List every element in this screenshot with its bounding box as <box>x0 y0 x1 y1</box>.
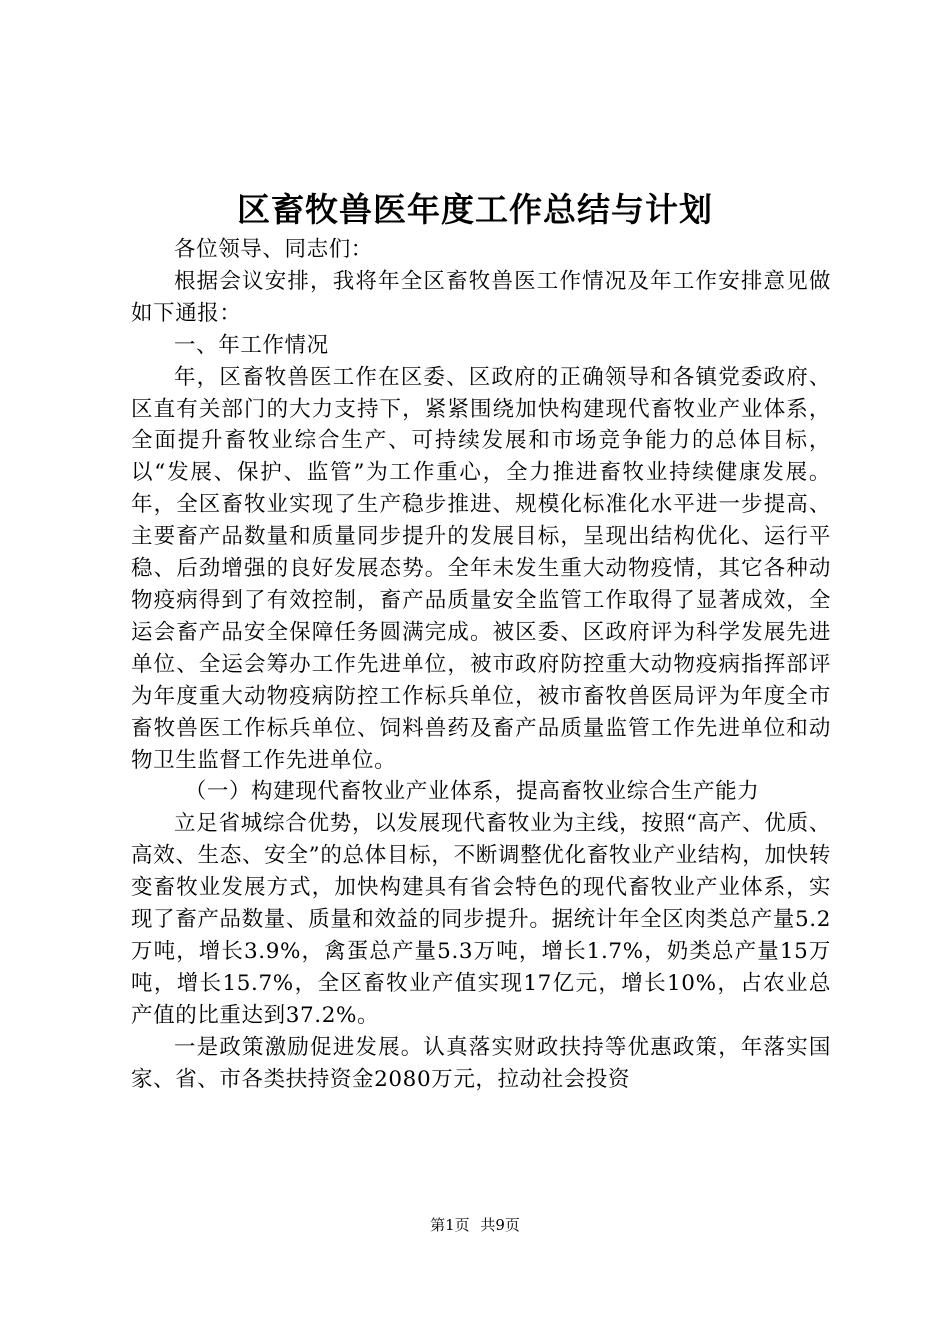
section-heading: 一、年工作情况 <box>174 332 329 358</box>
page-total: 共9页 <box>480 1216 520 1234</box>
paragraph-policy: 一是政策激励促进发展。认真落实财政扶持等优惠政策，年落实国家、省、市各类扶持资金2080万元，拉动社会投资 <box>131 1034 831 1092</box>
paragraph-salutation: 各位领导、同志们： <box>174 237 373 262</box>
page-footer <box>0 1215 950 1235</box>
document-title: 区畜牧兽医年度工作总结与计划 <box>237 190 713 229</box>
paragraph-overview: 年，区畜牧兽医工作在区委、区政府的正确领导和各镇党委政府、区直有关部门的大力支持下，紧紧围绕加快构建现代畜牧业产业体系，全面提升畜牧业综合生产、可持续发展和市场竞争能力的总体目标，以“发展、保护、监管”为工作重心，全力推进畜牧业持续健康发展。年，全区畜牧业实现了生产稳步推进、规模化标准化水平进一步提高、主要畜产品数量和质量同步提升的发展目标，呈现出结构优化、运行平稳、后劲增强的良好发展态势。全年未发生重大动物疫情，其它各种动物疫病得到了有效控制，畜产品质量安全监管工作取得了显著成效，全运会畜产品安全保障任务圆满完成。被区委、区政府评为科学发展先进单位、全运会筹办工作先进单位，被市政府防控重大动物疫病指挥部评为年度重大动物疫病防控工作标兵单位，被市畜牧兽医局评为年度全市畜牧兽医工作标兵单位、饲料兽药及畜产品质量监管工作先进单位和动物卫生监督工作先进单位。 <box>131 364 831 773</box>
paragraph-intro: 根据会议安排，我将年全区畜牧兽医工作情况及年工作安排意见做如下通报： <box>131 268 831 326</box>
paragraph-production: 立足省城综合优势，以发展现代畜牧业为主线，按照“高产、优质、高效、生态、安全”的总体目标，不断调整优化畜牧业产业结构，加快转变畜牧业发展方式，加快构建具有省会特色的现代畜牧业产业体系，实现了畜产品数量、质量和效益的同步提升。据统计年全区肉类总产量5.2万吨，增长3.9%，禽蛋总产量5.3万吨，增长1.7%，奶类总产量15万吨，增长15.7%，全区畜牧业产值实现17亿元，增长10%，占农业总产值的比重达到37.2%。 <box>131 811 831 1028</box>
page-number: 第1页 <box>430 1216 470 1234</box>
document-body <box>131 234 831 1095</box>
subsection-heading: （一）构建现代畜牧业产业体系，提高畜牧业综合生产能力 <box>184 779 760 805</box>
